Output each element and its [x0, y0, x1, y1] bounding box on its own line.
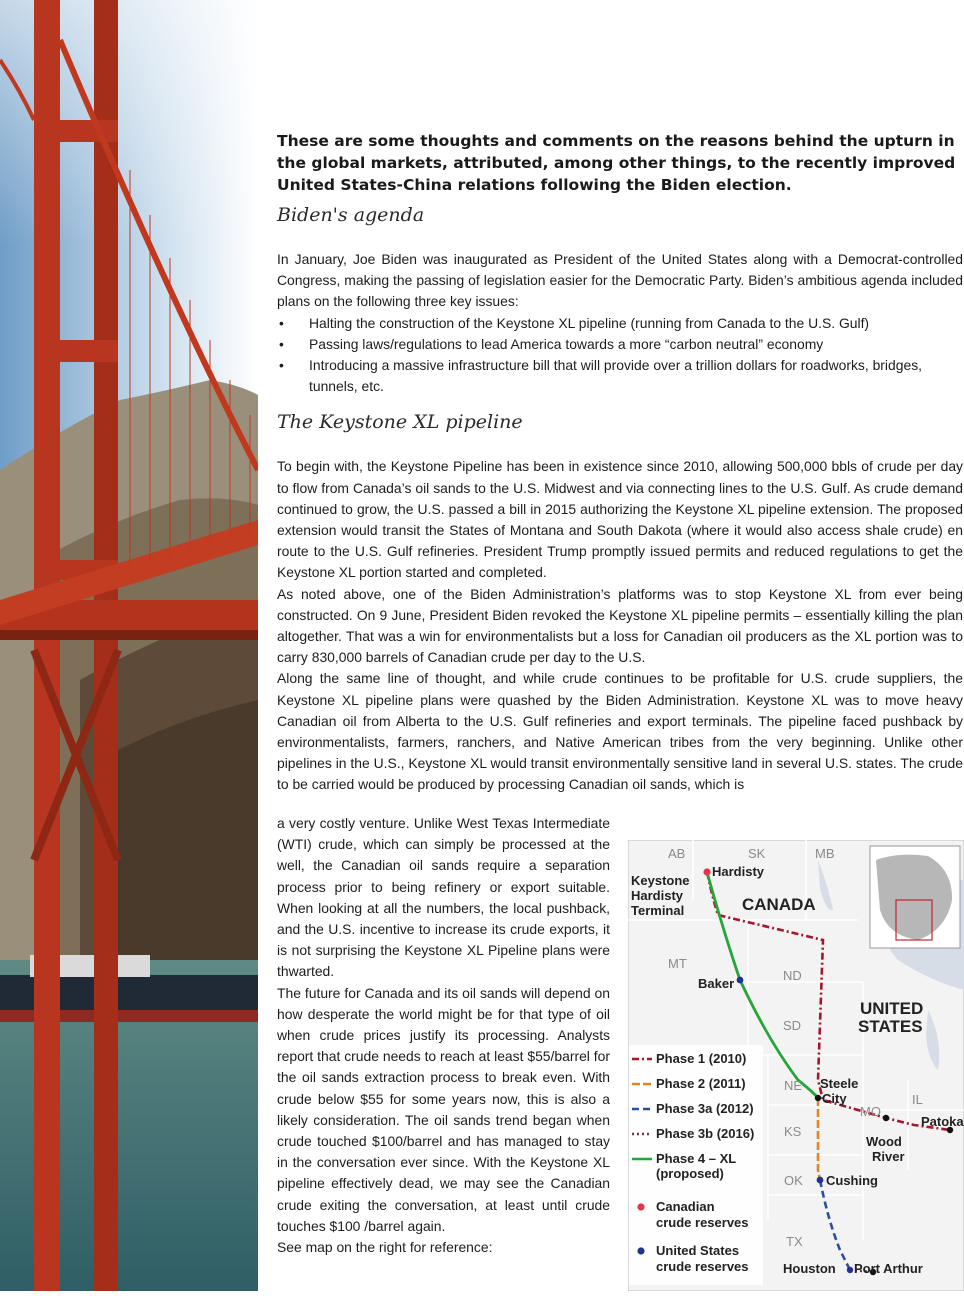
section-heading-bidens-agenda: Biden's agenda [277, 204, 425, 226]
keystone-paragraph-1: To begin with, the Keystone Pipeline has been in existence since 2010, allowing 500,000 bbls of crude per day to flow from Canada’s oil sands to the U.S. Midwest and via connecting lines to the U.S. Gulf. As crude demand continued to grow, the U.S. passed a bill in 2015 authorizing the Keystone XL pipeline extension. The proposed extension would transit the States of Montana and South Dakota (where it would also access shale crude) en route to the U.S. Gulf refineries. President Trump promptly issued permits and reduced regulations to get the Keystone XL portion started and completed. [277, 458, 963, 581]
city-label-patoka: Patoka [921, 1114, 964, 1129]
city-label-wood-river: River [872, 1149, 905, 1164]
legend-label-phase-3b: Phase 3b (2016) [656, 1126, 755, 1141]
legend-label-phase-4: (proposed) [656, 1166, 724, 1181]
article-column [277, 130, 963, 796]
city-label-wood-river: Wood [866, 1134, 902, 1149]
agenda-paragraph: In January, Joe Biden was inaugurated as President of the United States along with a Democrat-controlled Congress, making the passing of legislation easier for the Democratic Party. Biden’s ambitious agenda included plans on the following three key issues: [277, 251, 963, 310]
state-label: ND [783, 968, 802, 983]
legend-label-canadian-reserves: crude reserves [656, 1215, 749, 1230]
hardisty-point [703, 868, 710, 875]
legend-label-phase-2: Phase 2 (2011) [656, 1076, 746, 1091]
state-label: KS [784, 1124, 802, 1139]
country-label-us: STATES [858, 1017, 923, 1036]
keystone-paragraph-2: As noted above, one of the Biden Administration’s platforms was to stop Keystone XL from ever being constructed. On 9 June, President Biden revoked the Keystone XL pipeline permits – essentially killing the plan altogether. That was a win for environmentalists but a loss for Canadian oil producers as the XL portion was to carry 830,000 barrels of Canadian crude per day to the U.S. [277, 585, 963, 666]
map-reference-note: See map on the right for reference: [277, 1239, 493, 1256]
legend-label-us-reserves: crude reserves [656, 1259, 749, 1274]
legend-label-phase-3a: Phase 3a (2012) [656, 1101, 754, 1116]
country-label-us: UNITED [860, 999, 924, 1018]
city-label-steele-city: Steele [820, 1076, 859, 1091]
terminal-label: Hardisty [631, 888, 684, 903]
wood-river-point [883, 1115, 889, 1121]
list-item: • Introducing a massive infrastructure bill that will provide over a trillion dollars for roadworks, bridges, tunnels, etc. [277, 355, 963, 397]
city-label-port-arthur: Port Arthur [854, 1261, 923, 1276]
map-svg [628, 840, 964, 1291]
state-label: MT [668, 956, 687, 971]
narrow-text-column [277, 813, 610, 1258]
state-label: NE [784, 1078, 803, 1093]
legend-label-canadian-reserves: Canadian [656, 1199, 715, 1214]
state-label: MO [860, 1104, 881, 1119]
agenda-list [277, 313, 963, 398]
legend-reserve-dot [637, 1203, 644, 1210]
houston-point [847, 1267, 853, 1273]
list-item: • Halting the construction of the Keystone XL pipeline (running from Canada to the U.S. Gulf) [277, 313, 963, 334]
section-heading-keystone: The Keystone XL pipeline [277, 411, 523, 434]
bridge-illustration [0, 0, 258, 1291]
city-label-steele-city: City [822, 1091, 847, 1106]
city-label-baker: Baker [698, 976, 735, 991]
state-label: SD [783, 1018, 802, 1033]
cushing-point [817, 1177, 824, 1184]
province-label: MB [815, 846, 835, 861]
state-label: IL [912, 1092, 923, 1107]
state-label: TX [786, 1234, 803, 1249]
steele-city-point [815, 1095, 821, 1101]
state-label: OK [784, 1173, 803, 1188]
baker-point [737, 977, 744, 984]
legend-label-us-reserves: United States [656, 1243, 740, 1258]
country-label-canada: CANADA [742, 895, 816, 914]
golden-gate-bridge-photo [0, 0, 258, 1291]
keystone-paragraph-3: Along the same line of thought, and while crude continues to be profitable for U.S. crude suppliers, the Keystone XL pipeline plans were quashed by the Biden Administration. Keystone XL was to move heavy Canadian oil from Alberta to the U.S. Gulf refineries and export terminals. The pipeline faced pushback by environmentalists, farmers, ranchers, and Native American tribes from the very beginning. Unlike other pipelines in the U.S., Keystone XL would transit environmentally sensitive land in several U.S. states. The crude to be carried would be produced by processing Canadian oil sands, which is [277, 670, 963, 793]
legend-reserve-dot [637, 1247, 644, 1254]
terminal-label: Keystone [631, 873, 690, 888]
city-label-hardisty: Hardisty [712, 864, 765, 879]
intro-paragraph: These are some thoughts and comments on the reasons behind the upturn in the global markets, attributed, among other things, to the recently improved United States-China relations following the Biden election. [277, 132, 956, 194]
terminal-label: Terminal [631, 903, 685, 918]
legend-label-phase-1: Phase 1 (2010) [656, 1051, 747, 1066]
province-label: SK [748, 846, 766, 861]
map-legend [629, 1045, 763, 1285]
keystone-paragraph-3-continued: a very costly venture. Unlike West Texas Intermediate (WTI) crude, which can simply be processed at the well, the Canadian oil sands require a separation process prior to being refinery or export suitable. When looking at all the numbers, the local pushback, and the U.S. incentive to increase its crude exports, it is not surprising the Keystone XL Pipeline plans were thwarted. [277, 815, 610, 980]
city-label-cushing: Cushing [826, 1173, 878, 1188]
province-label: AB [668, 846, 686, 861]
city-label-houston: Houston [783, 1261, 836, 1276]
legend-label-phase-4: Phase 4 – XL [656, 1151, 737, 1166]
list-item: • Passing laws/regulations to lead America towards a more “carbon neutral” economy [277, 334, 963, 355]
keystone-paragraph-4: The future for Canada and its oil sands will depend on how desperate the world might be for that type of oil when crude prices justify its processing. Analysts report that crude needs to reach at least $55/barrel for the oil sands extraction process to break even. With crude below $55 for some years now, this is also a likely consideration. The oil sands trend began when crude touched $100/barrel and has managed to stay in the conversation ever since. With the Keystone XL pipeline effectively dead, we may see the Canadian crude exiting the conversation, at least until crude touches $100 /barrel again. [277, 984, 610, 1234]
keystone-pipeline-map [628, 840, 964, 1291]
